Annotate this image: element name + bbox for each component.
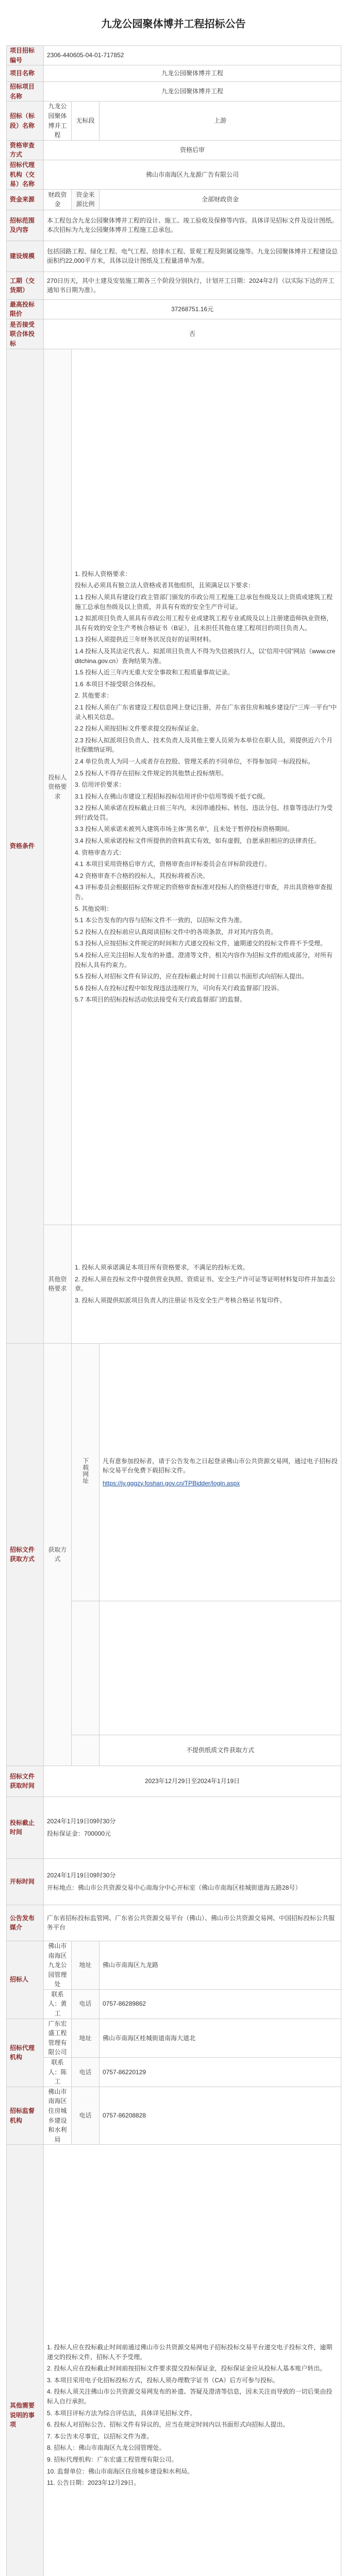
joint-label: 是否接受联合体投标	[7, 319, 44, 349]
section-label: 招标（标段）名称	[7, 101, 44, 140]
open-time-value: 2024年1月19日09时30分	[47, 1871, 116, 1879]
supervisor-label: 招标监督机构	[7, 2087, 44, 2145]
signup-label: 招标文件获取方式	[7, 1343, 44, 1766]
tenderer-phone-label: 电话	[72, 1989, 100, 2019]
agency-addr: 佛山市南海区桂城街道南海大道北	[100, 2019, 341, 2057]
row-agency-contact	[7, 2019, 341, 2057]
qualification-clause: 5.1 本公告发布的内容与招标文件不一致的，以招标文件为准。	[75, 917, 246, 924]
row-package-name	[7, 82, 341, 101]
fund-label: 资金来源	[7, 189, 44, 210]
qualification-clause: 5.7 本项目的招标投标活动依法接受有关行政监督部门的监督。	[75, 996, 246, 1004]
code-label: 项目招标编号	[7, 46, 44, 65]
qualification-clause: 5. 其他说明：	[75, 905, 113, 912]
qualification-clause: 2.1 投标人须在广东省建设工程信息网上登记注册，并在广东省住房和城乡建设厅“三库一平台”中录入相关信息。	[75, 703, 337, 721]
signup-text-label	[72, 1343, 100, 1601]
agency-phone: 0757-86220129	[100, 2058, 341, 2087]
supervisor-phone-label: 电话	[72, 2087, 100, 2145]
package-name-label: 招标项目名称	[7, 82, 44, 101]
agency-addr-label: 地址	[72, 2019, 100, 2057]
open-place-label: 开标地点	[47, 1884, 72, 1892]
page-title: 九龙公园聚体博并工程招标公告	[101, 18, 246, 30]
joint-value: 否	[44, 319, 341, 349]
notes-clause: 10. 监督单位：佛山市南海区住房城乡建设和水利局。	[47, 2467, 194, 2475]
qualification-clause: 2. 其他要求：	[75, 692, 113, 700]
qualification-other-body	[72, 1225, 341, 1343]
row-get-time	[7, 1766, 341, 1797]
fund-ratio-label: 资金来源比例	[72, 189, 100, 210]
notes-label: 其他需要说明的事项	[7, 2145, 44, 2576]
deadline-label: 投标截止时间	[7, 1797, 44, 1858]
qualification-other-list	[75, 1263, 338, 1305]
qualification-clause: 1.1 投标人须具有建设行政主管部门颁发的市政公用工程施工总承包叁级及以上资质或建筑工程施工总承包叁级及以上资质，并具有有效的安全生产许可证。	[75, 594, 333, 611]
qualification-other-label: 其他资格要求	[44, 1225, 72, 1343]
supervisor-phone: 0757-86208828	[100, 2087, 341, 2145]
qualification-clause: 1.3 投标人须提供近三年财务状况良好的证明材料。	[75, 636, 216, 643]
deadline-value: 2024年1月19日09时30分	[47, 1817, 116, 1825]
budget-label: 最高投标限价	[7, 299, 44, 319]
notes-clause: 2. 投标人应在投标截止时间前按招标文件要求提交投标保证金，投标保证金应从投标人基本账户转出。	[47, 2365, 326, 2372]
publish-label: 公告发布媒介	[7, 1905, 44, 1941]
row-agency	[7, 160, 341, 189]
bond-label: 投标保证金	[47, 1830, 78, 1838]
row-publish	[7, 1905, 341, 1941]
qualification-clause: 5.4 投标人应关注招标人发布的补遗、澄清等文件，相关内容作为招标文件的组成部分，对所有投标人具有约束力。	[75, 952, 333, 969]
row-supervisor	[7, 2087, 341, 2145]
package-name-value: 九龙公园聚体博并工程	[44, 82, 341, 101]
qualification-clause: 2.2 投标人须按招标文件要求提交投标保证金。	[75, 725, 203, 733]
row-deadline	[7, 1797, 341, 1858]
project-name-label: 项目名称	[7, 65, 44, 82]
qualification-clause: 2.3 投标人拟派项目负责人、技术负责人及其他主要人员须为本单位在职人员，须提供近六个月社保缴纳证明。	[75, 736, 333, 754]
scale-text: 包括园路工程、绿化工程、电气工程、给排水工程、景观工程及附属设施等。九龙公园聚体博并工程建设总面积约22,000平方米，具体以设计图纸及工程量清单为准。	[44, 241, 341, 272]
row-fund	[7, 189, 341, 210]
scope-text: 本工程包含九龙公园聚体博并工程的设计、施工、竣工验收及保修等内容。具体详见招标文件及设计图纸。本次招标为九龙公园聚体博并工程施工总承包。	[44, 210, 341, 241]
review-method-label: 资格审查方式	[7, 140, 44, 160]
row-review-method	[7, 140, 341, 160]
qualification-clause: 3.2 投标人须承诺在投标截止日前三年内，未因串通投标、转包、违法分包、挂靠等违法行为受到行政处罚。	[75, 804, 333, 821]
qualification-list	[75, 569, 338, 1005]
notes-clause: 11. 公告日期：2023年12月29日。	[47, 2479, 140, 2487]
qualification-clause: 5.5 投标人对招标文件有异议的，应在投标截止时间十日前以书面形式向招标人提出。	[75, 973, 308, 980]
agency-person-value: 陈工	[54, 2068, 67, 2086]
notes-clause: 7. 本公告未尽事宜，以招标文件为准。	[47, 2432, 153, 2440]
scale-label: 建设规模	[7, 241, 44, 272]
row-qualification	[7, 349, 341, 1225]
qualification-clause: 5.2 投标人在投标前应认真阅读招标文件中的各项条款，并对其内容负责。	[75, 928, 277, 936]
signup-blank-cell	[100, 1601, 341, 1735]
row-notes	[7, 2145, 341, 2576]
fund-ratio-value: 全部财政资金	[100, 189, 341, 210]
tenderer-person-value: 黄工	[54, 2000, 67, 2018]
period-text: 270日历天，其中土建及安装施工期各三个阶段分别执行，计划开工日期：2024年2月（以实际下达的开工通知书日期为准）。	[44, 272, 341, 299]
qualification-clause: 3.4 投标人须承诺投标文件所提供的资料真实有效，如有虚假，自愿承担相应的法律责任。	[75, 837, 321, 845]
bond-value: 700000元	[84, 1830, 111, 1838]
notes-clause: 1. 投标人应在投标截止时间前通过佛山市公共资源交易网电子招标投标交易平台递交电子投标文件，逾期递交的投标文件，招标人不予受理。	[47, 2344, 333, 2361]
notes-clause: 5. 本项目评标方法为综合评估法，具体详见招标文件。	[47, 2409, 196, 2417]
fund-source: 财政资金	[44, 189, 72, 210]
agency-value: 佛山市南海区九龙源广告有限公司	[44, 160, 341, 189]
row-section	[7, 101, 341, 140]
qualification-clause: 3. 信用评价要求：	[75, 781, 125, 789]
row-period	[7, 272, 341, 299]
agency-label: 招标代理机构（交易）名称	[7, 160, 44, 189]
agency-name: 广东宏盛工程管理有限公司	[44, 2019, 72, 2057]
row-budget	[7, 299, 341, 319]
review-method-value: 资格后审	[44, 140, 341, 160]
signup-note: 不提供纸质文件获取方式	[100, 1735, 341, 1766]
row-joint	[7, 319, 341, 349]
row-code	[7, 46, 341, 65]
open-place-value: 佛山市公共资源交易中心南海分中心开标室（佛山市南海区桂城街道海五路28号）	[78, 1884, 302, 1892]
signup-text-cell	[100, 1343, 341, 1601]
open-place-line: 开标地点：佛山市公共资源交易中心南海分中心开标室（佛山市南海区桂城街道海五路28号）	[47, 1884, 302, 1892]
tenderer-name: 佛山市南海区九龙公园管理处	[44, 1941, 72, 1989]
tenderer-addr-label: 地址	[72, 1941, 100, 1989]
section-cell-1: 九龙公园聚体博并工程	[44, 101, 72, 140]
row-scope	[7, 210, 341, 241]
agency-person-label: 联系人	[48, 2059, 64, 2076]
row-tenderer	[7, 1941, 341, 1989]
qualification-clause: 4. 资格审查方式：	[75, 849, 125, 856]
row-scale	[7, 241, 341, 272]
qualification-clause: 1.2 拟派项目负责人须具有市政公用工程专业或建筑工程专业贰级及以上注册建造师执业资格，具有有效的安全生产考核合格证书（B证），且未担任其他在建工程项目的项目负责人。	[75, 615, 333, 632]
notes-clause: 8. 招标人：佛山市南海区九龙公园管理处。	[47, 2444, 166, 2452]
signup-text: 凡有意参加投标者，请于公告发布之日起登录佛山市公共资源交易网，通过电子招标投标交易平台免费下载招标文件。	[103, 1457, 338, 1475]
qualification-body	[72, 349, 341, 1225]
qualification-other-clause: 1. 投标人须承诺满足本项目所有资格要求，不满足的投标无效。	[75, 1264, 249, 1272]
notice-table	[6, 45, 341, 2576]
row-signup	[7, 1343, 341, 1601]
signup-url-link[interactable]: https://jy.gggzy.foshan.gov.cn/TPBidder/login.aspx	[103, 1479, 240, 1487]
tenderer-person-label: 联系人	[48, 1990, 64, 2008]
qualification-sub-label: 投标人资格要求	[44, 349, 72, 1225]
qualification-clause: 投标人必须具有独立法人资格或者其他组织，且须满足以下要求：	[75, 582, 255, 589]
qualification-clause: 4.1 本项目采用资格后审方式，资格审查由评标委员会在评标阶段进行。	[75, 860, 271, 868]
agency-contact-label: 招标代理机构	[7, 2019, 44, 2087]
section-cell-3: 上游	[100, 101, 341, 140]
qualification-clause: 2.5 投标人不得存在招标文件规定的其他禁止投标情形。	[75, 769, 228, 777]
row-project-name	[7, 65, 341, 82]
notes-clause: 3. 本项目采用电子化招标投标方式，投标人须办理数字证书（CA）后方可参与投标。	[47, 2376, 279, 2384]
qualification-clause: 1.5 投标人近三年内无重大安全事故和工程质量事故记录。	[75, 669, 234, 676]
agency-person: 联系人：陈工	[44, 2058, 72, 2087]
publish-text: 广东省招标投标监管网、广东省公共资源交易平台（佛山）、佛山市公共资源交易网、中国招标投标公共服务平台	[44, 1905, 341, 1941]
qualification-clause: 3.1 投标人在佛山市建设工程招标投标信用评价中信用等级不低于C级。	[75, 792, 269, 800]
qualification-clause: 1.4 投标人及其法定代表人、拟派项目负责人不得为失信被执行人，以“信用中国”网站（www.creditchina.gov.cn）查询结果为准。	[75, 647, 336, 665]
period-label: 工期（交货期）	[7, 272, 44, 299]
open-time-label: 开标时间	[7, 1858, 44, 1905]
tenderer-addr: 佛山市南海区九龙路	[100, 1941, 341, 1989]
notes-body	[44, 2145, 341, 2576]
supervisor-name: 佛山市南海区住房城乡建设和水利局	[44, 2087, 72, 2145]
tenderer-label: 招标人	[7, 1941, 44, 2019]
project-name-value: 九龙公园聚体博并工程	[44, 65, 341, 82]
scope-label: 招标范围及内容	[7, 210, 44, 241]
notes-list	[47, 2343, 338, 2488]
qualification-label: 资格条件	[7, 349, 44, 1343]
row-qualification-other	[7, 1225, 341, 1343]
get-time-value: 2023年12月29日至2024年1月19日	[44, 1766, 341, 1797]
signup-sub-label: 获取方式	[44, 1343, 72, 1766]
agency-phone-label: 电话	[72, 2058, 100, 2087]
qualification-other-clause: 2. 投标人须在投标文件中提供营业执照、资质证书、安全生产许可证等证明材料复印件并加盖公章。	[75, 1275, 336, 1293]
open-time-cell	[44, 1858, 341, 1905]
code-value: 2306-440605-04-01-717852	[44, 46, 341, 65]
deadline-cell	[44, 1797, 341, 1858]
signup-url-label: 下载网址	[81, 1457, 89, 1484]
qualification-clause: 5.3 投标人应按招标文件规定的时间和方式递交投标文件，逾期递交的投标文件将不予受理。	[75, 940, 327, 947]
row-open-time	[7, 1858, 341, 1905]
budget-value: 37268751.16元	[44, 299, 341, 319]
signup-note-label	[72, 1735, 100, 1766]
notes-clause: 6. 投标人对招标公告、招标文件有异议的，应当在规定时间内以书面形式向招标人提出。	[47, 2421, 289, 2429]
qualification-clause: 1. 投标人资格要求：	[75, 570, 131, 578]
get-time-label: 招标文件获取时间	[7, 1766, 44, 1797]
qualification-clause: 1.6 本项目不接受联合体投标。	[75, 680, 160, 688]
notes-clause: 9. 招标代理机构：广东宏盛工程管理有限公司。	[47, 2455, 178, 2463]
tenderer-person: 联系人：黄工	[44, 1989, 72, 2019]
qualification-clause: 4.3 评标委员会根据招标文件规定的资格审查标准对投标人的资格进行审查，并出具资格审查报告。	[75, 884, 333, 901]
qualification-clause: 3.3 投标人须承诺未被列入建筑市场主体“黑名单”，且未处于暂停投标资格期间。	[75, 825, 294, 833]
signup-blank-label	[72, 1601, 100, 1735]
qualification-clause: 4.2 资格审查不合格的投标人，其投标将被否决。	[75, 872, 209, 879]
row-tenderer-contact	[7, 1989, 341, 2019]
qualification-clause: 2.4 单位负责人为同一人或者存在控股、管理关系的不同单位，不得参加同一标段投标。	[75, 757, 315, 765]
notes-clause: 4. 投标人须关注佛山市公共资源交易网发布的补遗、答疑及澄清等信息，因未关注而导致的一切后果由投标人自行承担。	[47, 2388, 333, 2405]
tenderer-phone: 0757-86289862	[100, 1989, 341, 2019]
qualification-clause: 5.6 投标人在投标过程中如发现违法违规行为，可向有关行政监督部门投诉。	[75, 984, 284, 992]
qualification-other-clause: 3. 投标人须提供拟派项目负责人的注册证书及安全生产考核合格证书复印件。	[75, 1297, 286, 1304]
section-cell-2: 无标段	[72, 101, 100, 140]
row-agency-phone	[7, 2058, 341, 2087]
bond-line: 投标保证金：700000元	[47, 1830, 111, 1838]
